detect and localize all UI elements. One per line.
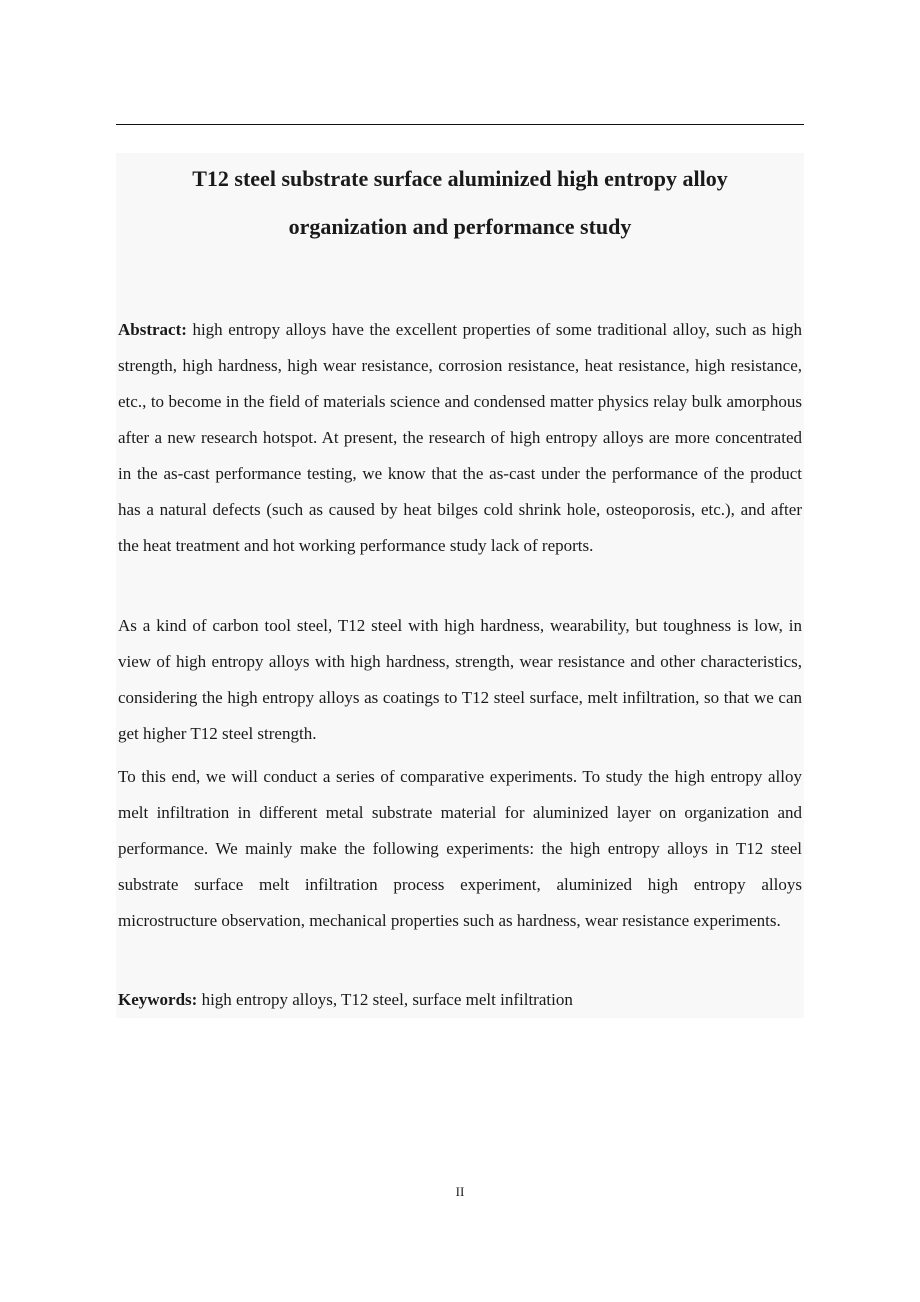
abstract-text: high entropy alloys have the excellent properties of some traditional alloy, such as high strength, high hardness, high wear resistance, corrosion resistance, heat resistance, high resistance, etc., to become in the field of materials science and condensed matter physics relay bulk amorphous after a new research hotspot. At present, the research of high entropy alloys are more concentrated in the as-cast performance testing, we know that the as-cast under the performance of the product has a natural defects (such as caused by heat bilges cold shrink hole, osteoporosis, etc.), and after the heat treatment and hot working performance study lack of reports. (118, 320, 802, 555)
abstract-paragraph (118, 312, 802, 564)
keywords-paragraph (118, 982, 802, 1018)
body-paragraph-2: To this end, we will conduct a series of comparative experiments. To study the high entropy alloy melt infiltration in different metal substrate material for aluminized layer on organization and performance. We mainly make the following experiments: the high entropy alloys in T12 steel substrate surface melt infiltration process experiment, aluminized high entropy alloys microstructure observation, mechanical properties such as hardness, wear resistance experiments. (118, 767, 802, 930)
keywords-text: high entropy alloys, T12 steel, surface melt infiltration (197, 990, 573, 1009)
abstract-label: Abstract: (118, 320, 187, 339)
keywords-label: Keywords: (118, 990, 198, 1009)
body-paragraph-1: As a kind of carbon tool steel, T12 steel with high hardness, wearability, but toughness is low, in view of high entropy alloys with high hardness, strength, wear resistance and other characteristics, considering the high entropy alloys as coatings to T12 steel surface, melt infiltration, so that we can get higher T12 steel strength. (118, 616, 802, 743)
page-number: II (455, 1184, 465, 1199)
title-line-2: organization and performance study (288, 214, 632, 239)
header-rule (116, 124, 804, 125)
title-line-1: T12 steel substrate surface aluminized high entropy alloy (192, 166, 728, 191)
